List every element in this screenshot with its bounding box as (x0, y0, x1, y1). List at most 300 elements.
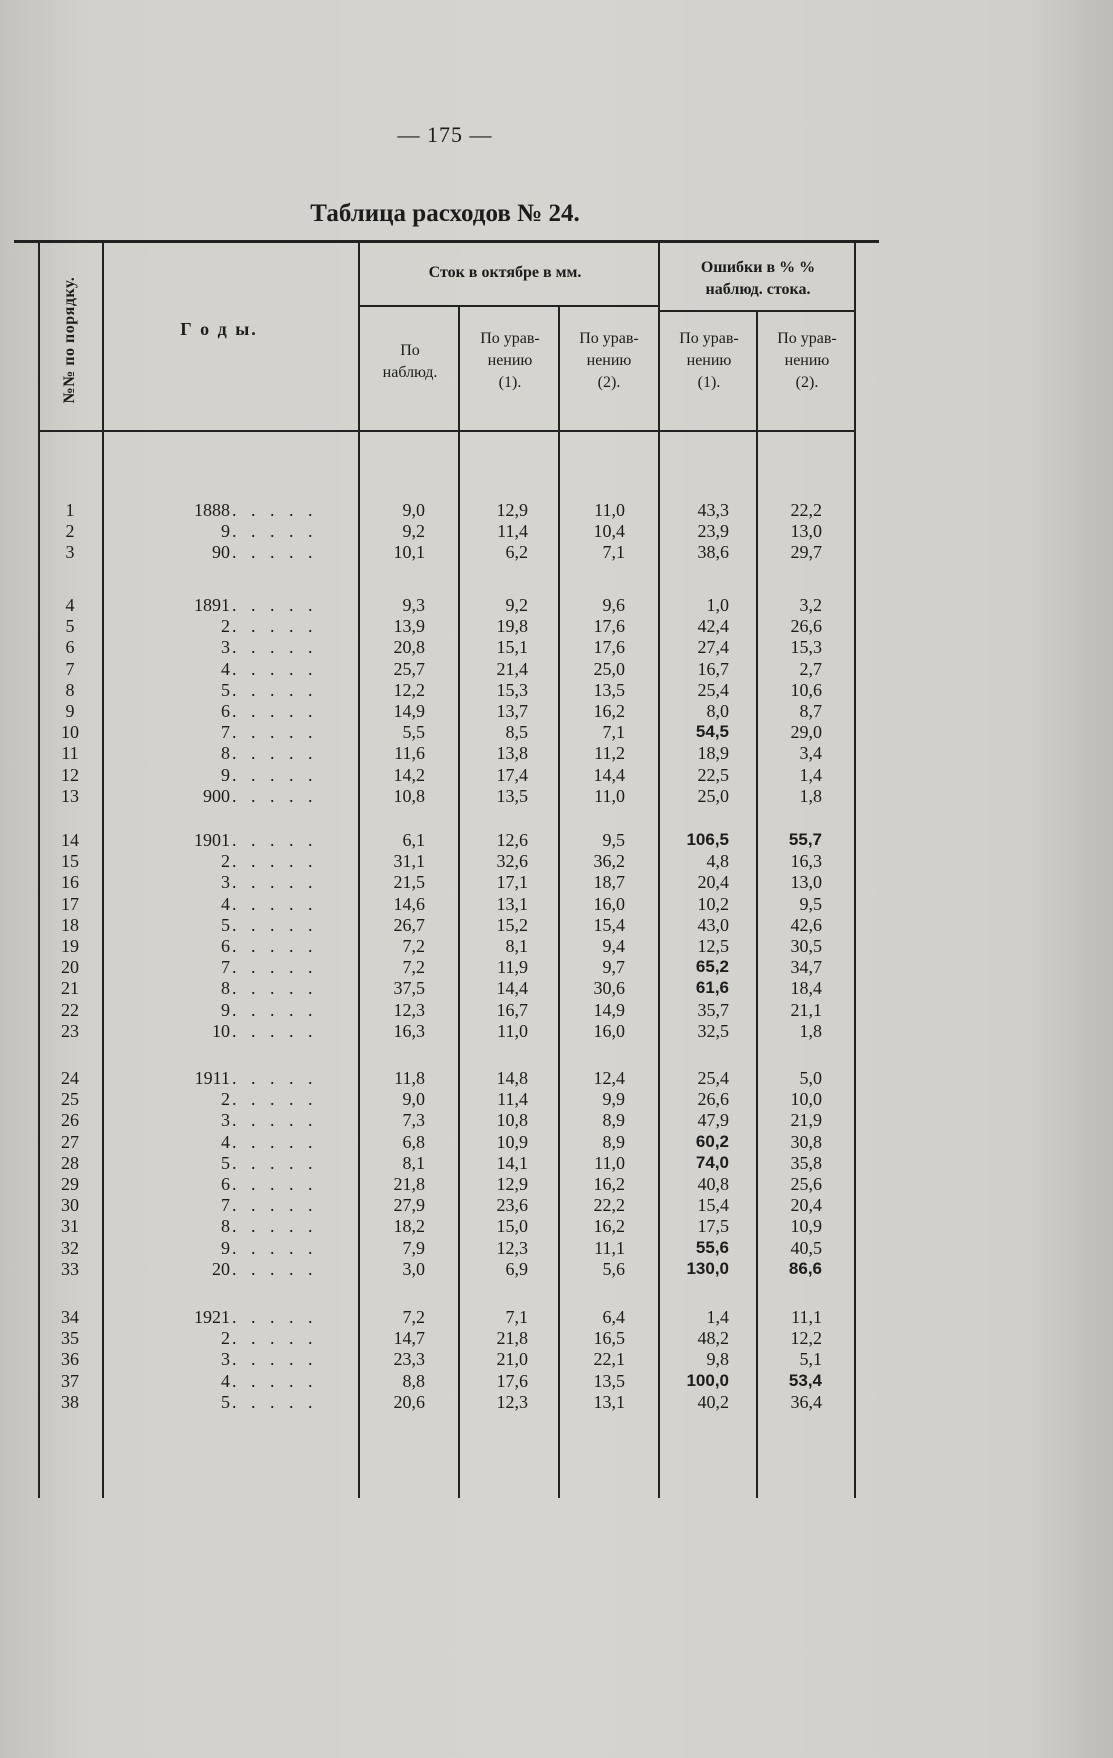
row-number-cell: 36 (61, 1349, 79, 1370)
error-equation-2-cell: 5,1 (799, 1349, 822, 1370)
row-number-cell: 29 (61, 1174, 79, 1194)
table-top-rule (14, 240, 879, 243)
year-cell: 2 (221, 1328, 230, 1349)
error-equation-2-cell: 2,7 (799, 658, 822, 679)
observed-runoff-cell: 10,1 (393, 542, 425, 563)
table-row (0, 1328, 880, 1348)
row-number-cell: 27 (61, 1131, 79, 1152)
equation-1-runoff-cell: 6,2 (505, 542, 528, 563)
equation-2-runoff-cell: 36,2 (593, 851, 625, 872)
error-equation-1-cell: 61,6 (695, 978, 729, 998)
leader-dots: . . . . . (232, 1391, 318, 1412)
error-equation-1-cell: 47,9 (697, 1110, 729, 1131)
year-cell: 9 (221, 764, 230, 785)
header-observed: По наблюд. (382, 342, 438, 381)
row-number-cell: 38 (61, 1391, 79, 1412)
table-row (0, 1089, 880, 1109)
observed-runoff-cell: 7,2 (402, 957, 425, 978)
error-equation-2-cell: 10,6 (790, 679, 822, 700)
year-cell: 9 (221, 521, 230, 542)
row-number-cell: 33 (61, 1258, 79, 1279)
error-equation-1-cell: 130,0 (686, 1258, 729, 1278)
equation-2-runoff-cell: 11,2 (594, 743, 625, 764)
year-cell: 90 (212, 542, 230, 563)
equation-1-runoff-cell: 9,2 (505, 595, 528, 615)
table-row (0, 957, 880, 977)
table-row (0, 936, 880, 956)
year-cell: 1888 (194, 500, 230, 520)
table-row (0, 500, 880, 520)
leader-dots: . . . . . (232, 521, 318, 542)
error-equation-2-cell: 25,6 (790, 1174, 822, 1194)
error-equation-2-cell: 13,0 (790, 872, 822, 893)
year-cell: 7 (221, 722, 230, 743)
header-errors-group: Ошибки в % % наблюд. стока. (700, 259, 816, 298)
leader-dots: . . . . . (232, 1258, 318, 1279)
error-equation-2-cell: 40,5 (790, 1237, 822, 1258)
error-equation-2-cell: 8,7 (799, 701, 822, 721)
equation-2-runoff-cell: 18,7 (593, 872, 625, 893)
row-number-cell: 6 (65, 637, 75, 658)
error-equation-1-cell: 25,4 (697, 679, 729, 700)
error-equation-1-cell: 16,7 (697, 658, 729, 679)
year-cell: 9 (221, 1237, 230, 1258)
leader-dots: . . . . . (232, 722, 318, 743)
error-equation-1-cell: 40,2 (697, 1391, 729, 1412)
year-cell: 1921 (194, 1307, 230, 1327)
table-row (0, 1216, 880, 1236)
row-number-cell: 5 (65, 616, 75, 637)
row-number-cell: 17 (61, 893, 79, 914)
error-equation-1-cell: 25,0 (697, 785, 729, 806)
equation-2-runoff-cell: 9,4 (602, 936, 625, 956)
table-row (0, 1349, 880, 1369)
header-years: Г о д ы. (180, 319, 258, 339)
equation-2-runoff-cell: 11,0 (594, 1152, 625, 1173)
error-equation-1-cell: 106,5 (686, 830, 729, 849)
equation-2-runoff-cell: 10,4 (593, 521, 625, 542)
leader-dots: . . . . . (232, 1307, 318, 1327)
year-cell: 20 (212, 1258, 230, 1279)
leader-dots: . . . . . (232, 764, 318, 785)
error-equation-1-cell: 17,5 (697, 1216, 729, 1237)
leader-dots: . . . . . (232, 1174, 318, 1194)
error-equation-2-cell: 36,4 (790, 1391, 822, 1412)
error-equation-1-cell: 10,2 (697, 893, 729, 914)
observed-runoff-cell: 11,6 (394, 743, 425, 764)
error-equation-1-cell: 20,4 (697, 872, 729, 893)
table-row (0, 521, 880, 541)
row-number-cell: 30 (61, 1195, 79, 1216)
table-row (0, 1132, 880, 1152)
observed-runoff-cell: 7,2 (402, 936, 425, 956)
year-cell: 6 (221, 701, 230, 721)
table-row (0, 1021, 880, 1041)
error-equation-2-cell: 30,5 (790, 936, 822, 956)
year-cell: 7 (221, 1195, 230, 1216)
equation-1-runoff-cell: 21,0 (496, 1349, 528, 1370)
error-equation-2-cell: 1,8 (799, 1020, 822, 1041)
equation-2-runoff-cell: 11,1 (594, 1237, 625, 1258)
equation-1-runoff-cell: 17,1 (496, 872, 528, 893)
year-cell: 4 (221, 658, 230, 679)
leader-dots: . . . . . (232, 1131, 318, 1152)
leader-dots: . . . . . (232, 679, 318, 700)
equation-2-runoff-cell: 16,2 (593, 701, 625, 721)
year-cell: 2 (221, 616, 230, 637)
leader-dots: . . . . . (232, 542, 318, 563)
year-cell: 3 (221, 1110, 230, 1131)
leader-dots: . . . . . (232, 1370, 318, 1391)
equation-1-runoff-cell: 13,8 (496, 743, 528, 764)
equation-2-runoff-cell: 22,1 (593, 1349, 625, 1370)
error-equation-2-cell: 42,6 (790, 914, 822, 935)
leader-dots: . . . . . (232, 500, 318, 520)
table-row (0, 616, 880, 636)
equation-2-runoff-cell: 13,1 (593, 1391, 625, 1412)
observed-runoff-cell: 10,8 (393, 785, 425, 806)
error-equation-1-cell: 60,2 (695, 1131, 729, 1151)
error-equation-1-cell: 22,5 (697, 764, 729, 785)
error-equation-2-cell: 12,2 (790, 1328, 822, 1349)
table-row (0, 637, 880, 657)
error-equation-2-cell: 13,0 (790, 521, 822, 542)
equation-2-runoff-cell: 25,0 (593, 658, 625, 679)
table-row (0, 872, 880, 892)
observed-runoff-cell: 6,1 (402, 830, 425, 850)
table-row (0, 978, 880, 998)
table-row (0, 1307, 880, 1327)
error-equation-2-cell: 9,5 (799, 893, 822, 914)
observed-runoff-cell: 21,8 (393, 1174, 425, 1194)
observed-runoff-cell: 12,2 (393, 679, 425, 700)
error-equation-2-cell: 21,1 (790, 999, 822, 1020)
leader-dots: . . . . . (232, 616, 318, 637)
error-equation-1-cell: 43,0 (697, 914, 729, 935)
leader-dots: . . . . . (232, 830, 318, 850)
row-number-cell: 8 (65, 679, 75, 700)
header-equation-2: По урав- нению (2). (579, 330, 639, 391)
equation-1-runoff-cell: 12,6 (496, 830, 528, 850)
table-row (0, 1195, 880, 1215)
equation-2-runoff-cell: 30,6 (593, 978, 625, 999)
header-row-number: №№ по порядку. (61, 276, 78, 404)
table-row (0, 1174, 880, 1194)
error-equation-2-cell: 30,8 (790, 1131, 822, 1152)
page-number: — 175 — (397, 122, 493, 147)
equation-1-runoff-cell: 15,1 (496, 637, 528, 658)
equation-1-runoff-cell: 13,7 (496, 701, 528, 721)
table-row (0, 722, 880, 742)
equation-2-runoff-cell: 6,4 (602, 1307, 625, 1327)
error-equation-1-cell: 27,4 (697, 637, 729, 658)
error-equation-1-cell: 43,3 (697, 500, 729, 520)
error-equation-1-cell: 35,7 (697, 999, 729, 1020)
error-equation-1-cell: 100,0 (686, 1370, 729, 1390)
header-group-rule (658, 310, 856, 312)
observed-runoff-cell: 9,2 (402, 521, 425, 542)
equation-1-runoff-cell: 23,6 (496, 1195, 528, 1216)
table-row (0, 915, 880, 935)
row-number-cell: 3 (65, 542, 75, 563)
table-row (0, 894, 880, 914)
table-row (0, 1068, 880, 1088)
row-number-cell: 12 (61, 764, 79, 785)
error-equation-1-cell: 26,6 (697, 1089, 729, 1110)
observed-runoff-cell: 14,6 (393, 893, 425, 914)
error-equation-2-cell: 3,2 (799, 595, 822, 615)
row-number-cell: 10 (61, 722, 79, 743)
table-row (0, 786, 880, 806)
equation-1-runoff-cell: 12,3 (496, 1391, 528, 1412)
table-row (0, 1371, 880, 1391)
equation-1-runoff-cell: 15,3 (496, 679, 528, 700)
equation-1-runoff-cell: 11,9 (497, 957, 528, 978)
year-cell: 4 (221, 1131, 230, 1152)
error-equation-1-cell: 74,0 (695, 1152, 729, 1172)
year-cell: 8 (221, 1216, 230, 1237)
error-equation-2-cell: 86,6 (788, 1258, 822, 1278)
observed-runoff-cell: 9,0 (402, 500, 425, 520)
table-row (0, 765, 880, 785)
equation-2-runoff-cell: 9,7 (602, 957, 625, 978)
error-equation-2-cell: 1,4 (799, 764, 822, 785)
header-runoff-group: Сток в октябре в мм. (428, 264, 582, 281)
row-number-cell: 2 (65, 521, 75, 542)
row-number-cell: 23 (61, 1020, 79, 1041)
equation-2-runoff-cell: 11,0 (594, 500, 625, 520)
equation-1-runoff-cell: 15,2 (496, 914, 528, 935)
equation-1-runoff-cell: 6,9 (505, 1258, 528, 1279)
observed-runoff-cell: 13,9 (393, 616, 425, 637)
error-equation-2-cell: 18,4 (790, 978, 822, 999)
row-number-cell: 37 (61, 1370, 79, 1391)
equation-1-runoff-cell: 10,8 (496, 1110, 528, 1131)
leader-dots: . . . . . (232, 637, 318, 658)
equation-2-runoff-cell: 8,9 (602, 1131, 625, 1152)
error-equation-1-cell: 55,6 (695, 1237, 729, 1257)
row-number-cell: 32 (61, 1237, 79, 1258)
equation-1-runoff-cell: 13,5 (496, 785, 528, 806)
error-equation-2-cell: 20,4 (790, 1195, 822, 1216)
equation-2-runoff-cell: 8,9 (602, 1110, 625, 1131)
observed-runoff-cell: 3,0 (402, 1258, 425, 1279)
year-cell: 8 (221, 743, 230, 764)
error-equation-1-cell: 12,5 (697, 936, 729, 956)
table-row (0, 1259, 880, 1279)
error-equation-2-cell: 21,9 (790, 1110, 822, 1131)
row-number-cell: 18 (61, 914, 79, 935)
row-number-cell: 11 (61, 743, 79, 764)
year-cell: 6 (221, 1174, 230, 1194)
year-cell: 4 (221, 1370, 230, 1391)
table-row (0, 701, 880, 721)
error-equation-2-cell: 5,0 (799, 1068, 822, 1088)
leader-dots: . . . . . (232, 595, 318, 615)
error-equation-1-cell: 1,4 (706, 1307, 729, 1327)
observed-runoff-cell: 14,2 (393, 764, 425, 785)
equation-1-runoff-cell: 11,4 (497, 1089, 528, 1110)
equation-1-runoff-cell: 14,4 (496, 978, 528, 999)
equation-2-runoff-cell: 14,4 (593, 764, 625, 785)
observed-runoff-cell: 16,3 (393, 1020, 425, 1041)
equation-2-runoff-cell: 16,5 (593, 1328, 625, 1349)
equation-2-runoff-cell: 7,1 (602, 542, 625, 563)
observed-runoff-cell: 14,9 (393, 701, 425, 721)
error-equation-1-cell: 4,8 (706, 851, 729, 872)
equation-1-runoff-cell: 21,4 (496, 658, 528, 679)
table-row (0, 743, 880, 763)
row-number-cell: 1 (65, 500, 75, 520)
observed-runoff-cell: 8,1 (402, 1152, 425, 1173)
error-equation-2-cell: 15,3 (790, 637, 822, 658)
equation-2-runoff-cell: 17,6 (593, 616, 625, 637)
equation-1-runoff-cell: 7,1 (505, 1307, 528, 1327)
observed-runoff-cell: 8,8 (402, 1370, 425, 1391)
error-equation-1-cell: 32,5 (697, 1020, 729, 1041)
equation-2-runoff-cell: 15,4 (593, 914, 625, 935)
row-number-cell: 31 (61, 1216, 79, 1237)
header-error-equation-1: По урав- нению (1). (679, 330, 739, 391)
error-equation-1-cell: 65,2 (695, 957, 729, 977)
observed-runoff-cell: 21,5 (393, 872, 425, 893)
equation-1-runoff-cell: 32,6 (496, 851, 528, 872)
leader-dots: . . . . . (232, 1328, 318, 1349)
table-title: Таблица расходов № 24. (310, 200, 580, 227)
observed-runoff-cell: 25,7 (393, 658, 425, 679)
row-number-cell: 35 (61, 1328, 79, 1349)
equation-2-runoff-cell: 16,2 (593, 1216, 625, 1237)
equation-2-runoff-cell: 13,5 (593, 1370, 625, 1391)
equation-1-runoff-cell: 16,7 (496, 999, 528, 1020)
equation-1-runoff-cell: 17,4 (496, 764, 528, 785)
error-equation-2-cell: 11,1 (791, 1307, 822, 1327)
row-number-cell: 24 (61, 1068, 79, 1088)
table-row (0, 830, 880, 850)
equation-1-runoff-cell: 12,9 (496, 1174, 528, 1194)
equation-1-runoff-cell: 11,0 (497, 1020, 528, 1041)
observed-runoff-cell: 27,9 (393, 1195, 425, 1216)
observed-runoff-cell: 31,1 (393, 851, 425, 872)
error-equation-1-cell: 9,8 (706, 1349, 729, 1370)
equation-2-runoff-cell: 13,5 (593, 679, 625, 700)
equation-2-runoff-cell: 9,6 (602, 595, 625, 615)
leader-dots: . . . . . (232, 914, 318, 935)
year-cell: 10 (212, 1020, 230, 1041)
error-equation-2-cell: 35,8 (790, 1152, 822, 1173)
row-number-cell: 4 (65, 595, 75, 615)
error-equation-2-cell: 26,6 (790, 616, 822, 637)
equation-1-runoff-cell: 8,5 (505, 722, 528, 743)
error-equation-1-cell: 15,4 (697, 1195, 729, 1216)
year-cell: 1901 (194, 830, 230, 850)
row-number-cell: 9 (65, 701, 75, 721)
year-cell: 6 (221, 936, 230, 956)
leader-dots: . . . . . (232, 1216, 318, 1237)
leader-dots: . . . . . (232, 1089, 318, 1110)
error-equation-2-cell: 34,7 (790, 957, 822, 978)
error-equation-1-cell: 40,8 (697, 1174, 729, 1194)
observed-runoff-cell: 7,3 (402, 1110, 425, 1131)
leader-dots: . . . . . (232, 1349, 318, 1370)
table-row (0, 1000, 880, 1020)
observed-runoff-cell: 7,9 (402, 1237, 425, 1258)
year-cell: 8 (221, 978, 230, 999)
observed-runoff-cell: 12,3 (393, 999, 425, 1020)
error-equation-2-cell: 3,4 (799, 743, 822, 764)
observed-runoff-cell: 14,7 (393, 1328, 425, 1349)
error-equation-2-cell: 1,8 (799, 785, 822, 806)
row-number-cell: 22 (61, 999, 79, 1020)
table-row (0, 1153, 880, 1173)
leader-dots: . . . . . (232, 785, 318, 806)
error-equation-2-cell: 16,3 (790, 851, 822, 872)
row-number-cell: 14 (61, 830, 79, 850)
equation-1-runoff-cell: 12,3 (496, 1237, 528, 1258)
equation-2-runoff-cell: 11,0 (594, 785, 625, 806)
table-row (0, 1110, 880, 1130)
equation-2-runoff-cell: 16,0 (593, 1020, 625, 1041)
year-cell: 5 (221, 679, 230, 700)
row-number-cell: 13 (61, 785, 79, 806)
observed-runoff-cell: 37,5 (393, 978, 425, 999)
leader-dots: . . . . . (232, 658, 318, 679)
leader-dots: . . . . . (232, 1152, 318, 1173)
observed-runoff-cell: 11,8 (394, 1068, 425, 1088)
leader-dots: . . . . . (232, 1110, 318, 1131)
row-number-cell: 34 (61, 1307, 79, 1327)
observed-runoff-cell: 9,3 (402, 595, 425, 615)
error-equation-1-cell: 1,0 (706, 595, 729, 615)
equation-1-runoff-cell: 19,8 (496, 616, 528, 637)
table-row (0, 542, 880, 562)
equation-2-runoff-cell: 17,6 (593, 637, 625, 658)
year-cell: 7 (221, 957, 230, 978)
observed-runoff-cell: 23,3 (393, 1349, 425, 1370)
row-number-cell: 25 (61, 1089, 79, 1110)
error-equation-1-cell: 18,9 (697, 743, 729, 764)
error-equation-1-cell: 25,4 (697, 1068, 729, 1088)
error-equation-2-cell: 29,7 (790, 542, 822, 563)
equation-1-runoff-cell: 12,9 (496, 500, 528, 520)
equation-2-runoff-cell: 16,2 (593, 1174, 625, 1194)
observed-runoff-cell: 9,0 (402, 1089, 425, 1110)
equation-1-runoff-cell: 15,0 (496, 1216, 528, 1237)
error-equation-1-cell: 23,9 (697, 521, 729, 542)
row-number-cell: 21 (61, 978, 79, 999)
leader-dots: . . . . . (232, 1237, 318, 1258)
observed-runoff-cell: 26,7 (393, 914, 425, 935)
year-cell: 3 (221, 637, 230, 658)
error-equation-2-cell: 10,9 (790, 1216, 822, 1237)
header-group-rule (358, 305, 658, 307)
equation-1-runoff-cell: 17,6 (496, 1370, 528, 1391)
equation-1-runoff-cell: 13,1 (496, 893, 528, 914)
row-number-cell: 20 (61, 957, 79, 978)
equation-1-runoff-cell: 11,4 (497, 521, 528, 542)
year-cell: 1891 (194, 595, 230, 615)
leader-dots: . . . . . (232, 851, 318, 872)
row-number-cell: 15 (61, 851, 79, 872)
equation-1-runoff-cell: 14,8 (496, 1068, 528, 1088)
equation-2-runoff-cell: 22,2 (593, 1195, 625, 1216)
table-row (0, 680, 880, 700)
year-cell: 3 (221, 1349, 230, 1370)
equation-2-runoff-cell: 5,6 (602, 1258, 625, 1279)
leader-dots: . . . . . (232, 936, 318, 956)
header-equation-1: По урав- нению (1). (480, 330, 540, 391)
table-row (0, 595, 880, 615)
